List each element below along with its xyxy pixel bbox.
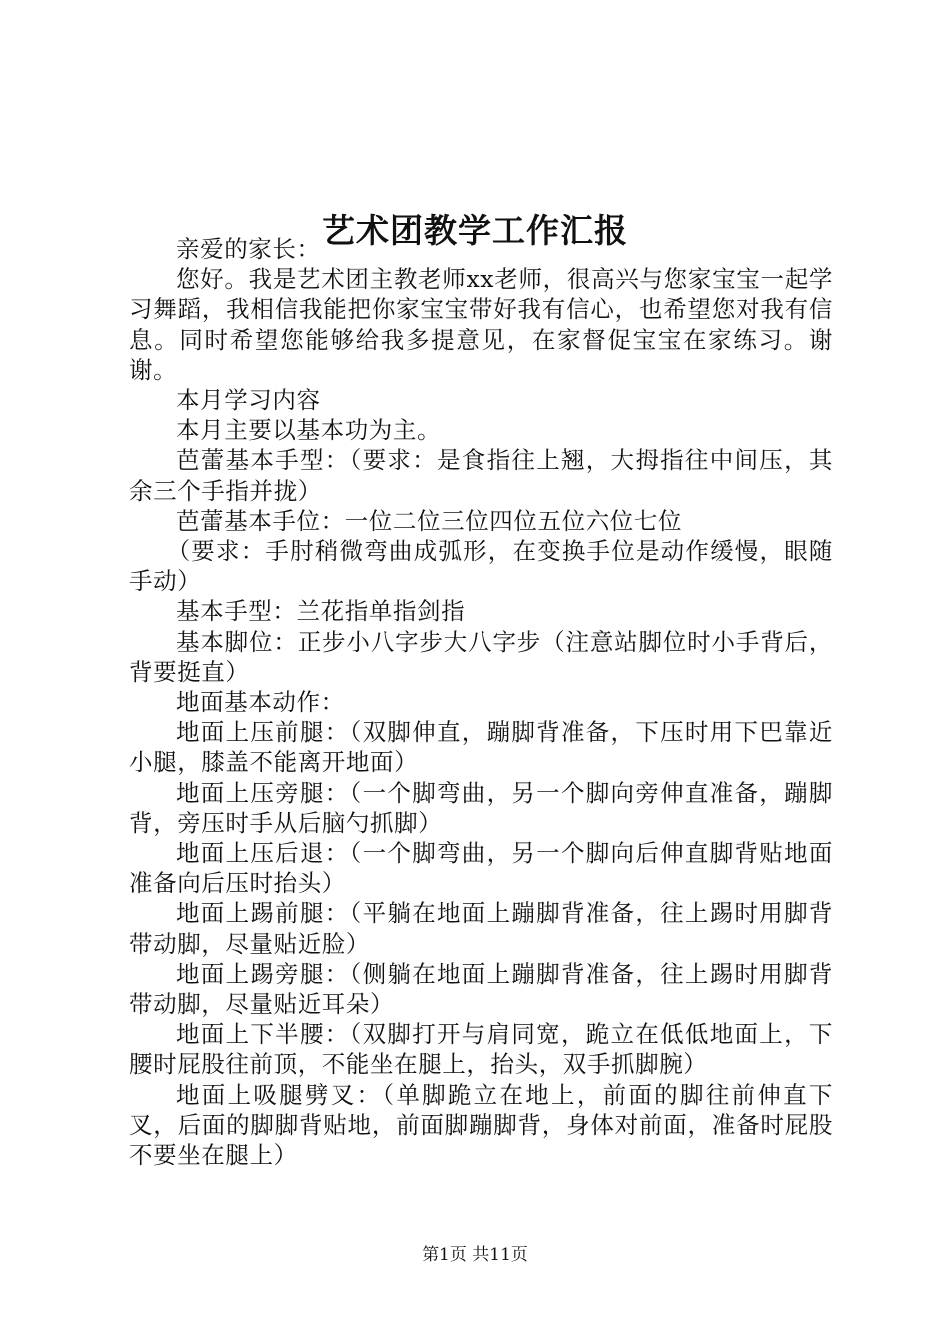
paragraph-ballet-hand-shape: 芭蕾基本手型：（要求：是食指往上翘，大拇指往中间压，其余三个手指并拢） bbox=[129, 446, 833, 505]
paragraph-section-heading: 本月学习内容 bbox=[176, 386, 321, 415]
paragraph-introduction: 您好。我是艺术团主教老师xx老师，很高兴与您家宝宝一起学习舞蹈，我相信我能把你家宝宝带好我有信心，也希望您对我有信息。同时希望您能够给我多提意见，在家督促宝宝在家练习。谢谢。 bbox=[129, 265, 833, 384]
paragraph-basic-foot-positions: 基本脚位：正步小八字步大八字步（注意站脚位时小手背后，背要挺直） bbox=[129, 627, 833, 686]
page-number-footer: 第1页 共11页 bbox=[422, 1245, 528, 1265]
paragraph-basic-hand-shapes: 基本手型：兰花指单指剑指 bbox=[176, 597, 466, 626]
paragraph-hand-position-requirements: （要求：手肘稍微弯曲成弧形，在变换手位是动作缓慢，眼随手动） bbox=[129, 537, 833, 596]
paragraph-floor-side-kick: 地面上踢旁腿：（侧躺在地面上蹦脚背准备，往上踢时用脚背带动脚，尽量贴近耳朵） bbox=[129, 959, 833, 1019]
paragraph-floor-half-backbend: 地面上下半腰：（双脚打开与肩同宽，跪立在低低地面上，下腰时屁股往前顶，不能坐在腿上，抬头，双手抓脚腕） bbox=[129, 1020, 833, 1079]
paragraph-floor-leg-split: 地面上吸腿劈叉：（单脚跪立在地上，前面的脚往前伸直下叉，后面的脚脚背贴地，前面脚蹦脚背，身体对前面，准备时屁股不要坐在腿上） bbox=[129, 1080, 833, 1170]
paragraph-floor-back-press: 地面上压后退：（一个脚弯曲，另一个脚向后伸直脚背贴地面准备向后压时抬头） bbox=[129, 839, 833, 898]
paragraph-floor-front-leg-press: 地面上压前腿：（双脚伸直，蹦脚背准备，下压时用下巴靠近小腿，膝盖不能离开地面） bbox=[129, 718, 833, 777]
page-title: 艺术团教学工作汇报 bbox=[322, 211, 628, 251]
paragraph-floor-front-kick: 地面上踢前腿：（平躺在地面上蹦脚背准备，往上踢时用脚背带动脚，尽量贴近脸） bbox=[129, 899, 833, 958]
paragraph-floor-side-leg-press: 地面上压旁腿：（一个脚弯曲，另一个脚向旁伸直准备，蹦脚背，旁压时手从后脑勺抓脚） bbox=[129, 778, 833, 837]
paragraph-ballet-hand-positions: 芭蕾基本手位：一位二位三位四位五位六位七位 bbox=[176, 506, 683, 535]
document-body bbox=[129, 234, 833, 1170]
paragraph-floor-basics-heading: 地面基本动作： bbox=[176, 688, 345, 717]
paragraph-focus: 本月主要以基本功为主。 bbox=[176, 416, 442, 445]
paragraph-greeting: 亲爱的家长： bbox=[176, 235, 321, 263]
